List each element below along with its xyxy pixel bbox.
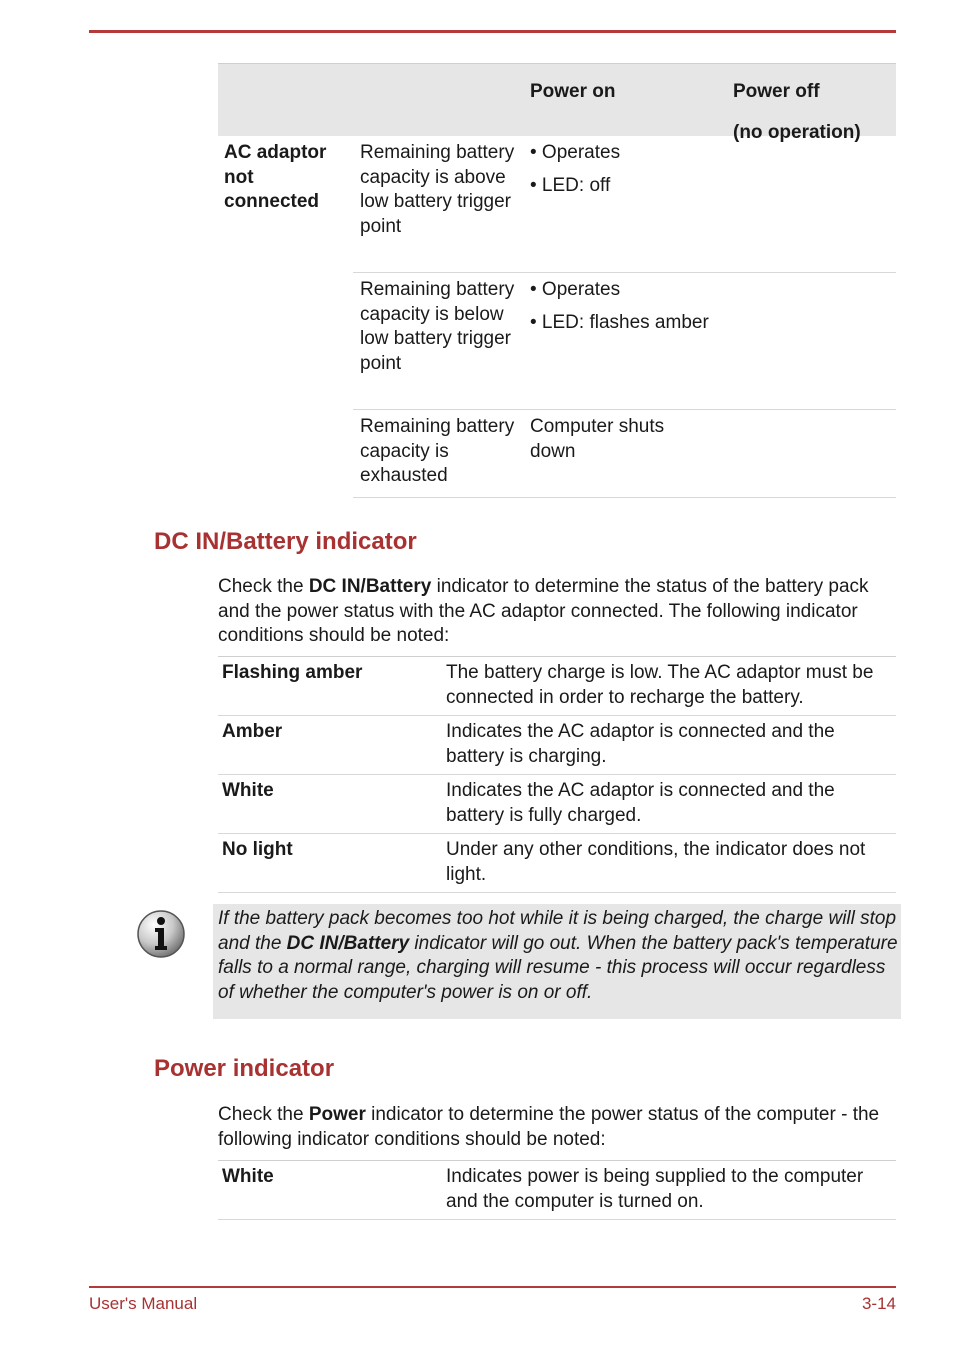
note-bold: DC IN/Battery	[286, 932, 410, 954]
power-on-cell	[530, 415, 710, 472]
power-indicator-table	[218, 1160, 896, 1220]
table-row	[218, 775, 896, 834]
indicator-state: White	[222, 780, 274, 801]
power-on-cell	[530, 278, 710, 343]
header-power-off: Power off	[733, 81, 820, 102]
intro-text: Check the	[218, 576, 309, 597]
indicator-state: Amber	[222, 721, 283, 742]
indicator-description: Indicates the AC adaptor is connected and the battery is fully charged.	[446, 780, 835, 826]
table-row	[353, 273, 896, 410]
table-row	[218, 834, 896, 893]
dc-in-battery-table	[218, 656, 896, 893]
dc-in-battery-intro	[218, 575, 898, 649]
note-text	[218, 907, 898, 1005]
power-indicator-title: Power indicator	[154, 1055, 335, 1082]
table-row	[353, 136, 896, 273]
status-line: • Operates	[530, 142, 621, 163]
table-body	[218, 136, 896, 498]
footer-page-number: 3-14	[861, 1294, 896, 1313]
indicator-description: Under any other conditions, the indicator does not light.	[446, 839, 866, 885]
battery-status-table	[218, 63, 896, 498]
power-on-cell	[530, 141, 710, 206]
intro-text: Check the	[218, 1104, 309, 1125]
info-icon	[136, 909, 186, 959]
intro-bold: DC IN/Battery	[308, 576, 432, 597]
intro-text: indicator to determine the power status of the computer - the following indicator conditions should be noted:	[218, 1104, 880, 1150]
indicator-description: Indicates the AC adaptor is connected and the battery is charging.	[446, 721, 835, 767]
indicator-description: The battery charge is low. The AC adaptor must be connected in order to recharge the battery.	[446, 662, 874, 708]
table-header	[218, 63, 896, 143]
table-row	[218, 1161, 896, 1220]
status-line: • LED: off	[530, 174, 611, 196]
indicator-state: White	[222, 1166, 274, 1187]
top-rule	[89, 30, 896, 33]
status-line: Computer shuts down	[530, 416, 665, 462]
power-indicator-intro	[218, 1103, 898, 1152]
status-line: • LED: flashes amber	[530, 311, 709, 333]
table-row	[218, 716, 896, 775]
bottom-rule	[89, 1286, 896, 1288]
condition-cell: Remaining battery capacity is above low battery trigger point	[360, 142, 515, 237]
condition-cell: Remaining battery capacity is exhausted	[360, 416, 515, 486]
indicator-state: Flashing amber	[222, 662, 363, 683]
table-row	[353, 410, 896, 498]
intro-text: indicator to determine the status of the battery pack and the power status with the AC adaptor connected. The following indicator conditions should be noted:	[218, 576, 869, 646]
dc-in-battery-title: DC IN/Battery indicator	[154, 528, 417, 555]
header-power-on: Power on	[530, 81, 616, 102]
status-line: • Operates	[530, 279, 621, 300]
intro-bold: Power	[308, 1104, 366, 1125]
indicator-state: No light	[222, 839, 293, 860]
note-span: indicator will go out. When the battery pack's temperature falls to a normal range, charging will resume - this process will occur regardless of whether the computer's power is on or off.	[218, 932, 898, 1003]
note-box	[213, 904, 901, 1019]
footer-manual-title: User's Manual	[89, 1294, 198, 1313]
condition-cell: Remaining battery capacity is below low battery trigger point	[360, 279, 515, 374]
table-row	[218, 657, 896, 716]
note-span: If the battery pack becomes too hot while it is being charged, the charge will stop and the	[218, 908, 897, 954]
row-group-label: AC adaptor not connected	[224, 142, 327, 212]
header-no-operation: (no operation)	[733, 122, 861, 143]
indicator-description: Indicates power is being supplied to the computer and the computer is turned on.	[446, 1166, 864, 1212]
